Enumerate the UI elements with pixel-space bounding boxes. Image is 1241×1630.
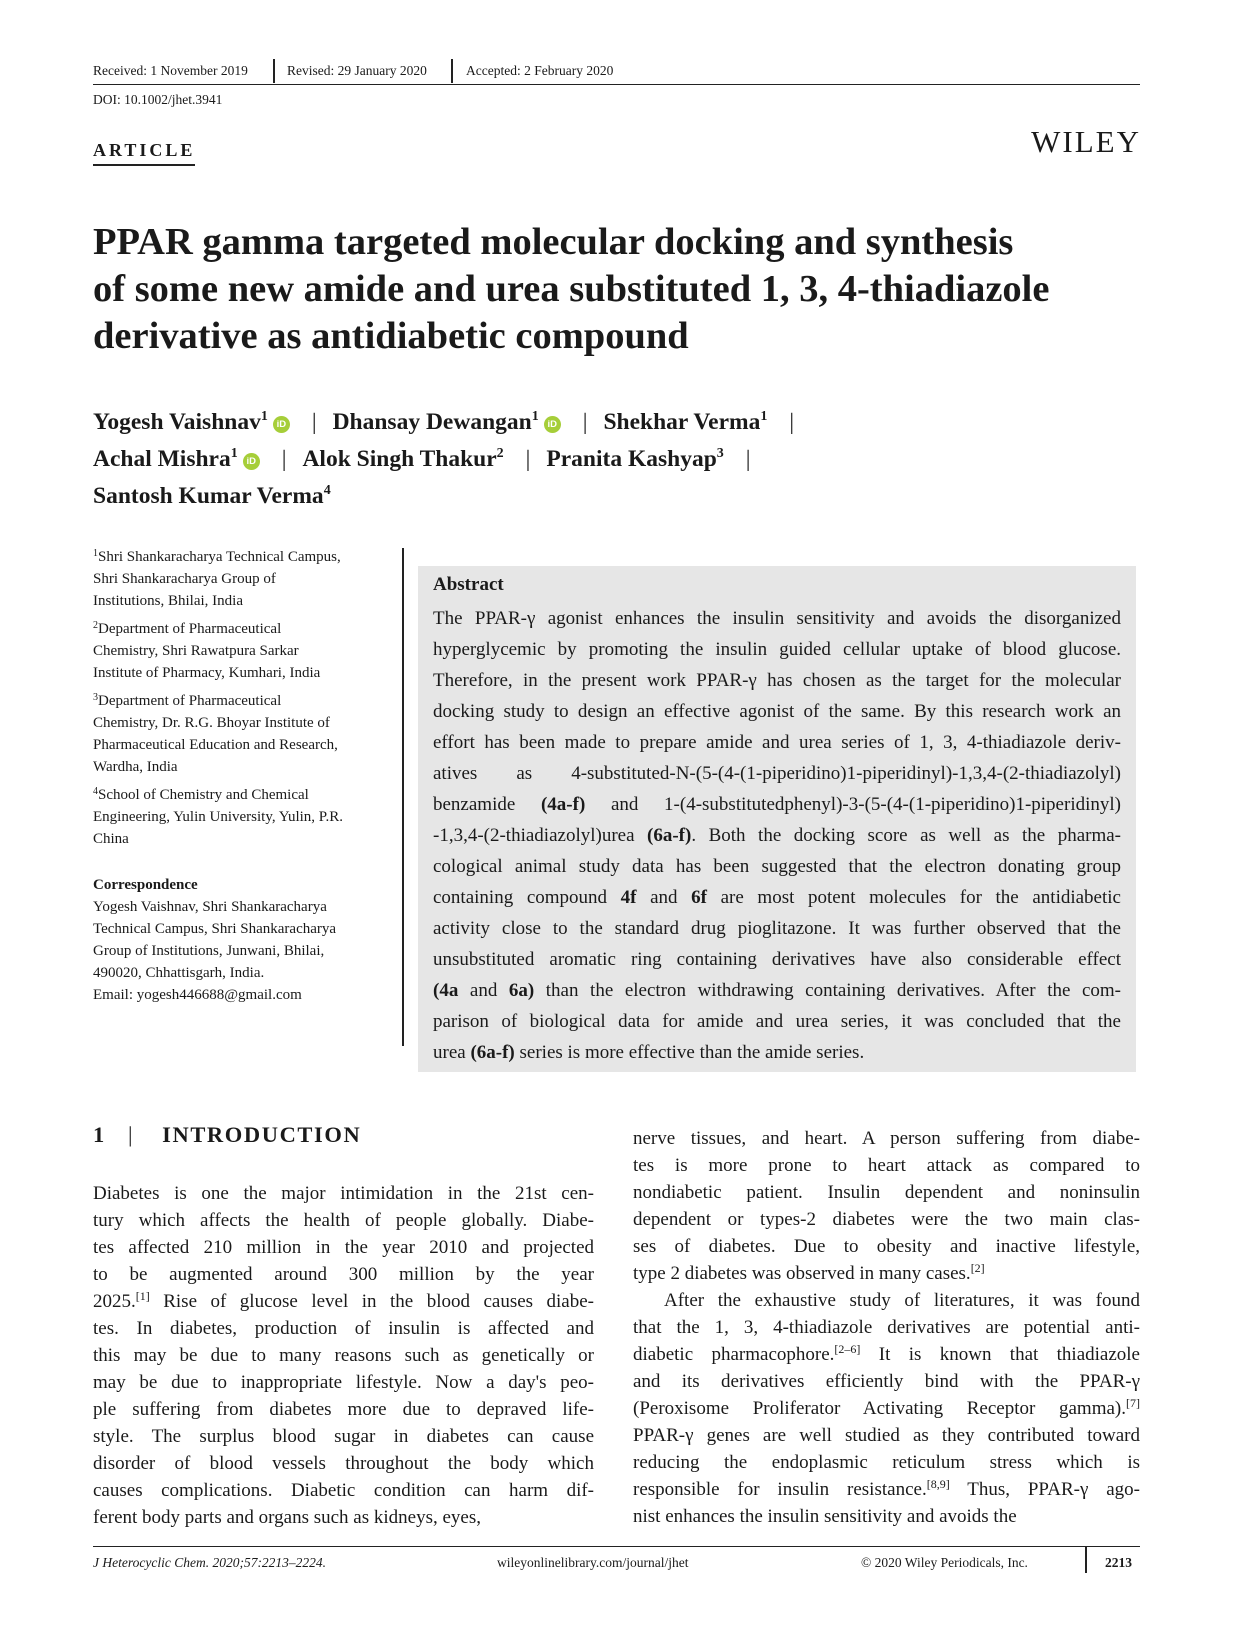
author-name[interactable]: Achal Mishra$^1$iD [93, 441, 260, 478]
text-line [633, 1233, 1140, 1260]
text-run: to be augmented around 300 million by the year [93, 1264, 594, 1285]
compound-label: 4f [620, 887, 637, 908]
citation-ref[interactable]: [8,9] [926, 1477, 950, 1491]
text-run: ple suffering from diabetes more due to depraved life- [93, 1399, 594, 1420]
text-run: nist enhances the insulin sensitivity and avoids the [633, 1506, 1017, 1527]
text-line [93, 1315, 594, 1342]
text-run: Therefore, in the present work PPAR-γ has chosen as the target for the molecular [433, 670, 1121, 691]
compound-label: (6a-f) [647, 825, 692, 846]
abstract-text [433, 603, 1121, 1068]
text-run: type 2 diabetes was observed in many cases. [633, 1263, 971, 1284]
affiliation-number: 4 [93, 786, 98, 797]
author-name[interactable]: Shekhar Verma$^1$ [603, 409, 768, 435]
text-line [433, 758, 1121, 789]
author-name[interactable]: Dhansay Dewangan$^1$iD [333, 404, 561, 441]
text-run: After the exhaustive study of literatures, it was found [664, 1290, 1140, 1311]
body-column-left [93, 1180, 594, 1531]
author-line [93, 441, 1153, 478]
journal-citation: J Heterocyclic Chem. 2020;57:2213–2224. [93, 1555, 327, 1570]
text-line [433, 882, 1121, 913]
author-name[interactable]: Yogesh Vaishnav$^1$iD [93, 404, 290, 441]
text-line [633, 1476, 1140, 1503]
affiliation-marker: 1 [531, 409, 539, 424]
affiliation-marker: 3 [716, 446, 724, 461]
text-line [433, 913, 1121, 944]
text-run: benzamide [433, 794, 541, 815]
text-run: nerve tissues, and heart. A person suffering from diabe- [633, 1128, 1140, 1149]
text-line [633, 1395, 1140, 1422]
abstract-box [418, 566, 1136, 1072]
text-run: nondiabetic patient. Insulin dependent and noninsulin [633, 1182, 1140, 1203]
text-line [633, 1368, 1140, 1395]
text-run: this may be due to many reasons such as genetically or [93, 1345, 594, 1366]
correspondence-heading: Correspondence [93, 877, 198, 893]
text-run: Thus, PPAR-γ ago- [949, 1479, 1140, 1500]
text-line [93, 1288, 594, 1315]
text-run: effort has been made to prepare amide and urea series of 1, 3, 4-thiadiazole deriv- [433, 732, 1121, 753]
citation-ref[interactable]: [2] [970, 1261, 985, 1275]
text-line [433, 1037, 1121, 1068]
compound-label: 6a) [508, 980, 535, 1001]
text-run: are most potent molecules for the antidiabetic [706, 887, 1121, 908]
text-line [433, 727, 1121, 758]
text-line [93, 1180, 594, 1207]
page-number: 2213 [1105, 1555, 1132, 1570]
text-line [633, 1125, 1140, 1152]
text-run: responsible for insulin resistance. [633, 1479, 927, 1500]
text-line [93, 1450, 594, 1477]
text-run: -1,3,4-(2-thiadiazolyl)urea [433, 825, 648, 846]
affiliation-marker: 1 [230, 446, 238, 461]
text-run: may be due to inappropriate lifestyle. Now a day's peo- [93, 1372, 594, 1393]
text-run: parison of biological data for amide and urea series, it was concluded that the [433, 1011, 1121, 1032]
paper-title [93, 219, 1153, 360]
page-footer [93, 1546, 1140, 1577]
section-number: 1 [93, 1122, 106, 1147]
text-run: causes complications. Diabetic condition can harm dif- [93, 1480, 594, 1501]
accepted-date: Accepted: 2 February 2020 [466, 63, 614, 78]
affiliation-number: 3 [93, 692, 98, 703]
text-run: unsubstituted aromatic ring containing derivatives have also considerable effect [433, 949, 1121, 970]
body-column-right [633, 1125, 1140, 1530]
affiliation: $^2$Department of Pharmaceutical Chemistry, Shri Rawatpura Sarkar Institute of Pharmacy, Kumhari, India [93, 620, 321, 681]
journal-url[interactable]: wileyonlinelibrary.com/journal/jhet [497, 1555, 689, 1570]
text-run: activity close to the standard drug pioglitazone. It was further observed that the [433, 918, 1121, 939]
affiliation-number: 1 [93, 548, 98, 559]
text-run: dependent or types-2 diabetes were the two main clas- [633, 1209, 1140, 1230]
text-line [633, 1314, 1140, 1341]
text-run: tury which affects the health of people globally. Diabe- [93, 1210, 594, 1231]
text-line [633, 1287, 1140, 1314]
text-line [633, 1449, 1140, 1476]
author-line [93, 478, 1153, 515]
text-line [633, 1260, 1140, 1287]
text-line [433, 820, 1121, 851]
article-type-label: ARTICLE [93, 140, 195, 166]
header-divider [451, 59, 453, 83]
text-line [93, 1234, 594, 1261]
orcid-icon[interactable]: iD [243, 453, 260, 470]
text-line [633, 1206, 1140, 1233]
section-separator: | [128, 1122, 135, 1147]
text-line [633, 1152, 1140, 1179]
text-run: docking study to design an effective agonist of the same. By this research work an [433, 701, 1121, 722]
text-line [433, 789, 1121, 820]
correspondence: Correspondence Yogesh Vaishnav, Shri Shankaracharya Technical Campus, Shri Shankaracharya Group of Institutions, Junwani, Bhilai, 490020, Chhattisgarh, India. Email: yogesh446688@gmail.com [93, 874, 393, 1006]
author-separator: | [281, 446, 287, 472]
citation-ref[interactable]: [2–6] [834, 1342, 861, 1356]
author-separator: | [582, 409, 588, 435]
title-line: derivative as antidiabetic compound [93, 315, 689, 357]
text-line [433, 665, 1121, 696]
compound-label: (4a [433, 980, 459, 1001]
header-divider [273, 59, 275, 83]
text-run: containing compound [433, 887, 621, 908]
text-line [433, 851, 1121, 882]
affiliation: $^4$School of Chemistry and Chemical Engineering, Yulin University, Yulin, P.R. China [93, 786, 343, 847]
publisher-logo: WILEY [1031, 124, 1141, 159]
citation-ref[interactable]: [7] [1126, 1396, 1140, 1410]
correspondence-email[interactable]: Email: yogesh446688@gmail.com [93, 987, 302, 1003]
author-list [93, 404, 1153, 515]
text-line [433, 975, 1121, 1006]
text-run: disorder of blood vessels throughout the body which [93, 1453, 594, 1474]
abstract-heading: Abstract [433, 574, 504, 595]
text-line [433, 1006, 1121, 1037]
text-run: and [636, 887, 692, 908]
section-heading [93, 1122, 361, 1148]
text-run: atives as 4-substituted-N-(5-(4-(1-piperidino)1-piperidinyl)-1,3,4-(2-thiadiazolyl) [433, 763, 1121, 784]
affiliation: $^1$Shri Shankaracharya Technical Campus, Shri Shankaracharya Group of Institutions, Bhilai, India [93, 548, 341, 609]
affiliations [93, 546, 393, 856]
affiliation-number: 2 [93, 620, 98, 631]
doi[interactable]: DOI: 10.1002/jhet.3941 [93, 92, 223, 107]
text-run: 2025. [93, 1291, 136, 1312]
text-line [93, 1504, 594, 1531]
text-run: (Peroxisome Proliferator Activating Receptor gamma). [633, 1398, 1126, 1419]
text-line [633, 1179, 1140, 1206]
author-separator: | [745, 446, 751, 472]
author-separator: | [525, 446, 531, 472]
text-line [433, 944, 1121, 975]
revised-date: Revised: 29 January 2020 [287, 63, 427, 78]
text-line [433, 634, 1121, 665]
author-name[interactable]: Santosh Kumar Verma$^4$ [93, 483, 331, 509]
text-run: tes. In diabetes, production of insulin is affected and [93, 1318, 594, 1339]
text-line [633, 1422, 1140, 1449]
affiliation-marker: 1 [260, 409, 268, 424]
received-date: Received: 1 November 2019 [93, 63, 248, 78]
text-run: Rise of glucose level in the blood causes diabe- [149, 1291, 594, 1312]
affiliation-marker: 1 [760, 409, 768, 424]
text-run: reducing the endoplasmic reticulum stress which is [633, 1452, 1140, 1473]
text-run: It is known that thiadiazole [860, 1344, 1140, 1365]
text-run: cological animal study data has been suggested that the electron donating group [433, 856, 1121, 877]
text-run: than the electron withdrawing containing derivatives. After the com- [534, 980, 1122, 1001]
author-name[interactable]: Alok Singh Thakur$^2$ [302, 446, 504, 472]
section-title: INTRODUCTION [162, 1122, 362, 1147]
text-line [433, 603, 1121, 634]
text-line [93, 1396, 594, 1423]
text-line [633, 1503, 1140, 1530]
text-line [93, 1477, 594, 1504]
orcid-icon[interactable]: iD [544, 416, 561, 433]
compound-label: 6f [691, 887, 707, 908]
title-line: PPAR gamma targeted molecular docking and synthesis [93, 221, 1014, 263]
author-separator: | [789, 409, 795, 435]
text-run: that the 1, 3, 4-thiadiazole derivatives are potential anti- [633, 1317, 1140, 1338]
author-name[interactable]: Pranita Kashyap$^3$ [546, 446, 724, 472]
orcid-icon[interactable]: iD [273, 416, 290, 433]
text-run: Diabetes is one the major intimidation in the 21st cen- [93, 1183, 594, 1204]
text-line [633, 1341, 1140, 1368]
affiliation-marker: 4 [323, 483, 331, 498]
compound-label: (4a-f) [540, 794, 586, 815]
text-line [93, 1369, 594, 1396]
column-divider [402, 548, 404, 1046]
article-history-bar [93, 59, 1140, 85]
citation-ref[interactable]: [1] [135, 1289, 150, 1303]
author-line [93, 404, 1153, 441]
text-run: The PPAR-γ agonist enhances the insulin sensitivity and avoids the disorganized [433, 608, 1121, 629]
text-line [93, 1261, 594, 1288]
text-run: ses of diabetes. Due to obesity and inactive lifestyle, [633, 1236, 1140, 1257]
text-run: and 1-(4-substitutedphenyl)-3-(5-(4-(1-piperidino)1-piperidinyl) [585, 794, 1121, 815]
text-run: style. The surplus blood sugar in diabetes can cause [93, 1426, 594, 1447]
text-run: hyperglycemic by promoting the insulin guided cellular uptake of blood glucose. [433, 639, 1121, 660]
text-line [93, 1207, 594, 1234]
text-run: series is more effective than the amide series. [514, 1042, 865, 1063]
title-line: of some new amide and urea substituted 1, 3, 4-thiadiazole [93, 268, 1050, 310]
text-run: ferent body parts and organs such as kidneys, eyes, [93, 1507, 481, 1528]
text-run: and its derivatives efficiently bind with the PPAR-γ [633, 1371, 1140, 1392]
text-run: diabetic pharmacophore. [633, 1344, 835, 1365]
affiliation: $^3$Department of Pharmaceutical Chemistry, Dr. R.G. Bhoyar Institute of Pharmaceutical Education and Research, Wardha, India [93, 692, 338, 775]
author-separator: | [311, 409, 317, 435]
text-run: and [458, 980, 509, 1001]
copyright: © 2020 Wiley Periodicals, Inc. [861, 1555, 1028, 1570]
text-run: PPAR-γ genes are well studied as they contributed toward [633, 1425, 1140, 1446]
text-run: urea [433, 1042, 471, 1063]
footer-divider [1085, 1547, 1087, 1573]
compound-label: (6a-f) [470, 1042, 515, 1063]
text-line [93, 1342, 594, 1369]
text-line [93, 1423, 594, 1450]
affiliation-marker: 2 [496, 446, 504, 461]
text-line [433, 696, 1121, 727]
text-run: tes affected 210 million in the year 2010 and projected [93, 1237, 594, 1258]
text-run: . Both the docking score as well as the pharma- [691, 825, 1121, 846]
text-run: tes is more prone to heart attack as compared to [633, 1155, 1140, 1176]
